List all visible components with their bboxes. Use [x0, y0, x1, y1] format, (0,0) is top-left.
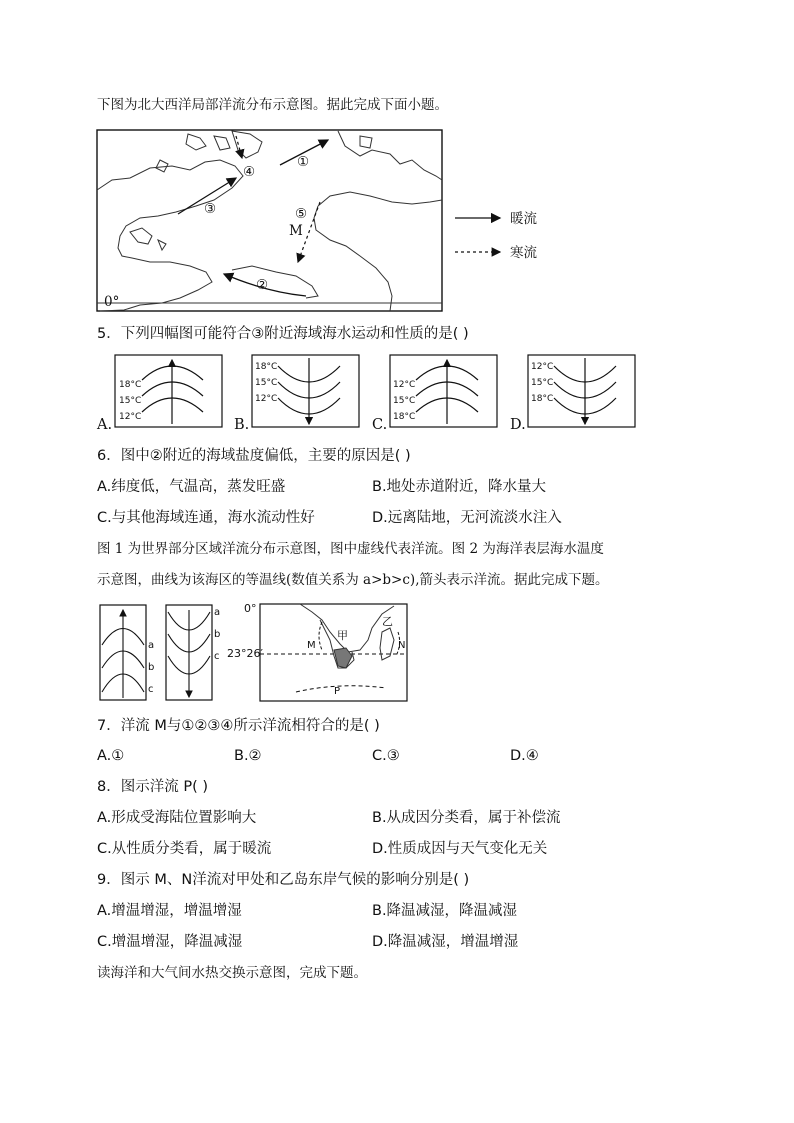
q5b-temp-3: 12°C	[255, 394, 278, 404]
q9-option-d[interactable]: D.降温减湿，增温增湿	[372, 934, 519, 950]
legend-warm: 暖流	[510, 211, 537, 227]
q5c-temp-2: 15°C	[393, 396, 416, 406]
q7-option-b[interactable]: B.②	[234, 748, 262, 764]
fig2-left-label-a: a	[148, 640, 155, 651]
fig2-map-tropic: 23°26′	[227, 647, 263, 660]
label-current-1: ①	[297, 154, 310, 170]
legend-cold: 寒流	[510, 245, 537, 261]
q5d-temp-1: 12°C	[531, 362, 554, 372]
q6-option-b[interactable]: B.地处赤道附近，降水量大	[372, 479, 547, 495]
q5d-temp-3: 18°C	[531, 394, 554, 404]
fig2-map-m: M	[307, 640, 316, 651]
fig2-mid-label-b: b	[214, 629, 221, 640]
fig2-mid-label-c: c	[214, 651, 220, 662]
label-current-2: ②	[256, 277, 269, 293]
fig2-map-jia: 甲	[337, 629, 348, 642]
label-current-5: ⑤	[295, 206, 308, 222]
q5c-temp-3: 18°C	[393, 412, 416, 422]
q5b-temp-1: 18°C	[255, 362, 278, 372]
fig2-map-p: P	[334, 686, 341, 697]
q5-stem: 5．下列四幅图可能符合③附近海域海水运动和性质的是( )	[97, 326, 469, 342]
q8-option-c[interactable]: C.从性质分类看，属于暖流	[97, 841, 272, 857]
q9-option-a[interactable]: A.增温增湿，增温增湿	[97, 903, 242, 919]
q9-option-b[interactable]: B.降温减湿，降温减湿	[372, 903, 518, 919]
fig2-map-yi: 乙	[382, 615, 393, 628]
intro-text-3: 读海洋和大气间水热交换示意图，完成下题。	[97, 965, 367, 981]
intro-text-1: 下图为北大西洋局部洋流分布示意图。据此完成下面小题。	[97, 97, 448, 113]
q5a-temp-2: 15°C	[119, 396, 142, 406]
q9-option-c[interactable]: C.增温增湿，降温减湿	[97, 934, 243, 950]
label-current-4: ④	[243, 164, 256, 180]
q6-option-a[interactable]: A.纬度低，气温高，蒸发旺盛	[97, 479, 286, 495]
intro-text-2-line1: 图 1 为世界部分区域洋流分布示意图，图中虚线代表洋流。图 2 为海洋表层海水温度	[97, 541, 604, 557]
q6-stem: 6．图中②附近的海域盐度偏低，主要的原因是( )	[97, 448, 411, 464]
intro-text-2-line2: 示意图，曲线为该海区的等温线(数值关系为 a>b>c),箭头表示洋流。据此完成下题。	[97, 572, 609, 588]
label-current-m: M	[289, 223, 303, 239]
q5-option-d[interactable]: D.	[510, 417, 526, 433]
q7-option-c[interactable]: C.③	[372, 748, 400, 764]
q5c-temp-1: 12°C	[393, 380, 416, 390]
fig2-map-lat0: 0°	[244, 602, 257, 615]
fig2-left-label-b: b	[148, 662, 155, 673]
q6-option-d[interactable]: D.远离陆地，无河流淡水注入	[372, 510, 562, 526]
q5-option-c[interactable]: C.	[372, 417, 388, 433]
q5a-temp-1: 18°C	[119, 380, 142, 390]
label-equator: 0°	[104, 294, 120, 310]
q7-option-a[interactable]: A.①	[97, 748, 125, 764]
q5-option-b[interactable]: B.	[234, 417, 250, 433]
q8-option-d[interactable]: D.性质成因与天气变化无关	[372, 841, 548, 857]
q5d-temp-2: 15°C	[531, 378, 554, 388]
q6-option-c[interactable]: C.与其他海域连通，海水流动性好	[97, 510, 315, 526]
q5a-temp-3: 12°C	[119, 412, 142, 422]
q8-stem: 8．图示洋流 P( )	[97, 779, 209, 795]
q5b-temp-2: 15°C	[255, 378, 278, 388]
fig2-left-label-c: c	[148, 684, 154, 695]
q7-stem: 7．洋流 M与①②③④所示洋流相符合的是( )	[97, 718, 380, 734]
q5-option-a[interactable]: A.	[97, 417, 113, 433]
fig2-mid-label-a: a	[214, 607, 221, 618]
q8-option-b[interactable]: B.从成因分类看，属于补偿流	[372, 810, 561, 826]
q8-option-a[interactable]: A.形成受海陆位置影响大	[97, 810, 257, 826]
label-current-3: ③	[204, 201, 217, 217]
fig2-map-n: N	[398, 640, 406, 651]
q7-option-d[interactable]: D.④	[510, 748, 539, 764]
q9-stem: 9．图示 M、N洋流对甲处和乙岛东岸气候的影响分别是( )	[97, 872, 470, 888]
